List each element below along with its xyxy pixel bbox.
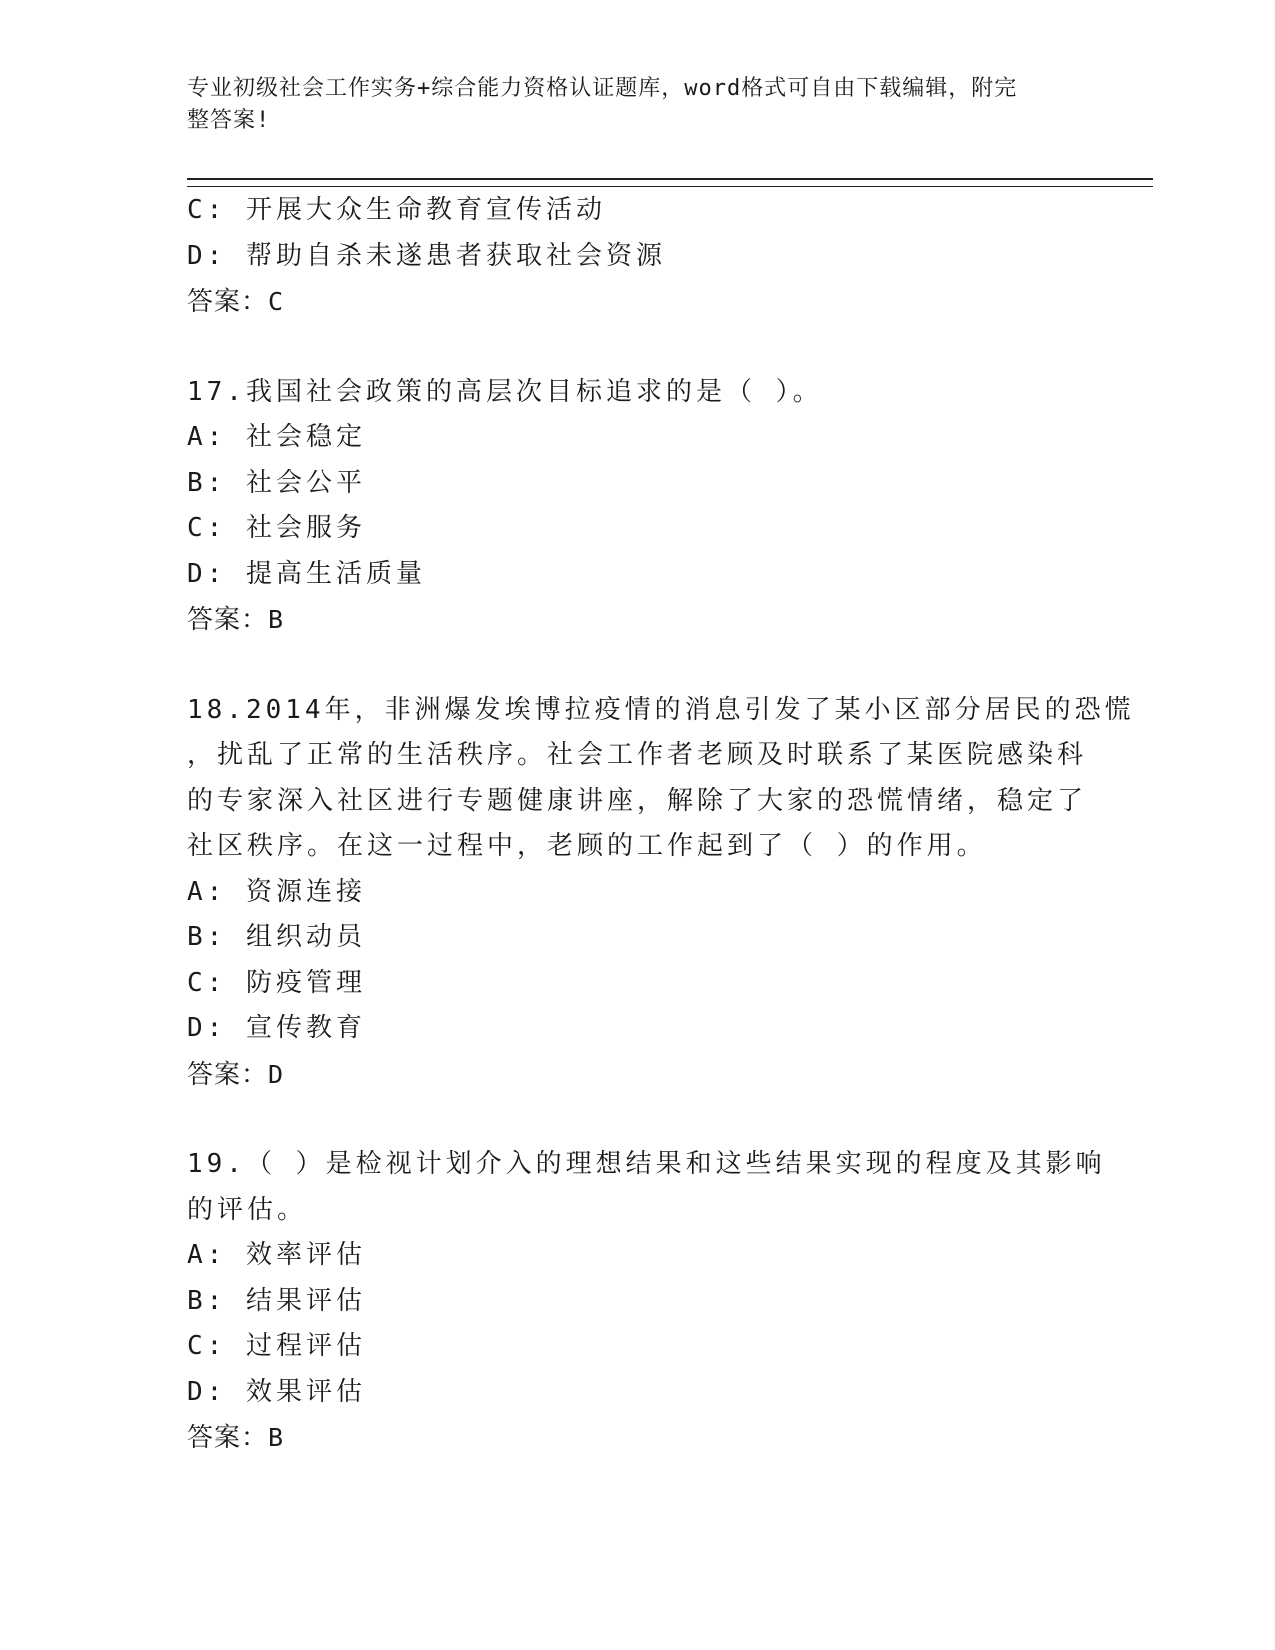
header-line-2: 整答案! <box>187 108 271 133</box>
question-stem: ，扰乱了正常的生活秩序。社会工作者老顾及时联系了某医院感染科 <box>187 740 1088 770</box>
option-b: B: 组织动员 <box>187 922 366 952</box>
question-stem: 的专家深入社区进行专题健康讲座，解除了大家的恐慌情绪，稳定了 <box>187 785 1088 816</box>
question-16-continued <box>187 188 1087 325</box>
option-a: A: 社会稳定 <box>187 422 366 452</box>
option-c: C: 防疫管理 <box>187 967 366 998</box>
option-d: D: 效果评估 <box>187 1376 366 1407</box>
option-c: C: 过程评估 <box>187 1331 366 1361</box>
answer-value: D <box>268 1059 288 1089</box>
question-17 <box>187 370 1087 643</box>
question-stem: 的评估。 <box>187 1194 308 1225</box>
document-header <box>187 73 1087 137</box>
answer-line <box>187 279 1087 325</box>
option-a: A: 资源连接 <box>187 876 366 907</box>
header-line-1: 专业初级社会工作实务+综合能力资格认证题库，word格式可自由下载编辑，附完 <box>187 76 1018 101</box>
option-a: A: 效率评估 <box>187 1240 366 1270</box>
question-18 <box>187 688 1135 1098</box>
answer-line <box>187 597 1087 643</box>
answer-value: B <box>268 605 288 634</box>
answer-label: 答案： <box>187 605 269 635</box>
answer-value: B <box>268 1423 288 1452</box>
option-b: B: 社会公平 <box>187 467 366 498</box>
answer-label: 答案： <box>187 1423 269 1453</box>
question-stem: 19.（ ）是检视计划介入的理想结果和这些结果实现的程度及其影响 <box>187 1149 1106 1179</box>
answer-label: 答案： <box>187 287 269 317</box>
answer-line <box>187 1052 1087 1098</box>
answer-value: C <box>268 287 288 316</box>
option-b: B: 结果评估 <box>187 1285 366 1316</box>
header-divider <box>187 178 1153 187</box>
question-content <box>187 188 1135 1461</box>
option-c: C: 社会服务 <box>187 513 366 543</box>
question-stem: 17.我国社会政策的高层次目标追求的是（ ）。 <box>187 376 823 407</box>
answer-line <box>187 1415 1087 1461</box>
answer-label: 答案： <box>187 1059 269 1090</box>
option-c: C: 开展大众生命教育宣传活动 <box>187 195 606 225</box>
question-stem: 社区秩序。在这一过程中，老顾的工作起到了（ ）的作用。 <box>187 831 987 861</box>
question-19 <box>187 1142 1106 1461</box>
option-d: D: 帮助自杀未遂患者获取社会资源 <box>187 240 666 271</box>
question-stem: 18.2014年，非洲爆发埃博拉疫情的消息引发了某小区部分居民的恐慌 <box>187 694 1135 725</box>
option-d: D: 提高生活质量 <box>187 558 426 589</box>
option-d: D: 宣传教育 <box>187 1013 366 1043</box>
